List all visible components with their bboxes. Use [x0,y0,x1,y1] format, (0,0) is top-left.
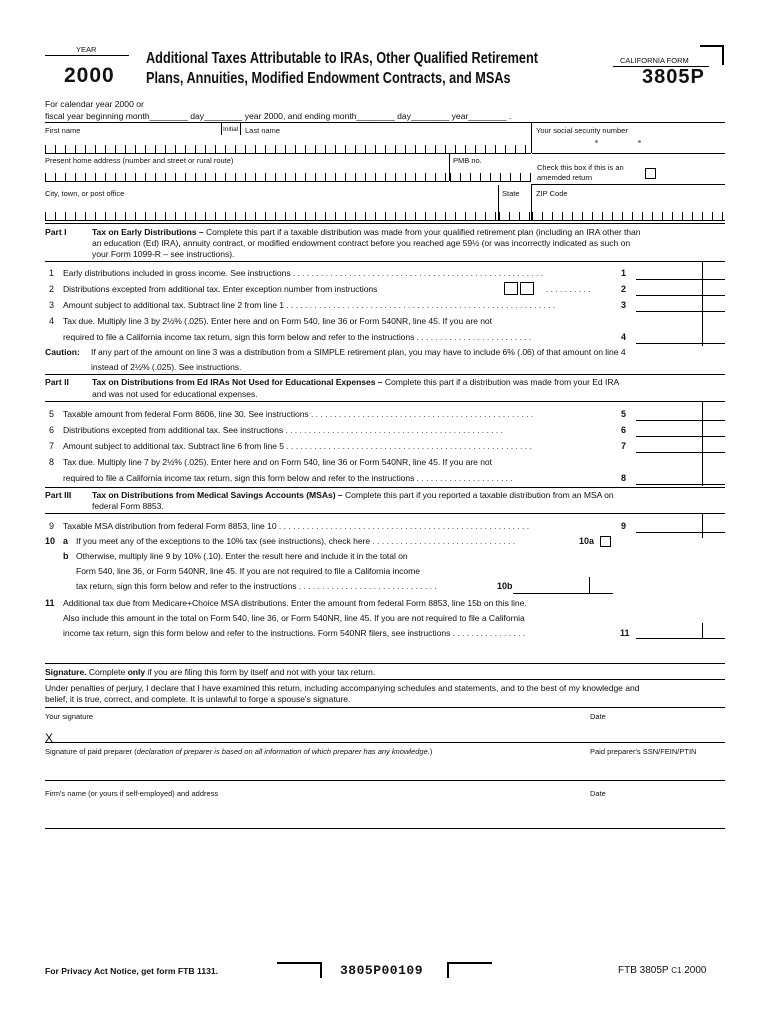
footer-mark-right [447,962,492,978]
line-4-text-b: required to file a California income tax return, sign this form below and refer to the instructions [63,332,415,342]
preparer-ssn-label: Paid preparer's SSN/FEIN/PTIN [590,747,697,756]
part2-text2: and was not used for educational expenses. [92,389,258,399]
ssn-input[interactable] [532,135,725,154]
line-10a-letter: a [63,536,69,546]
line-10a-checkbox[interactable] [600,536,611,547]
last-name-label: Last name [245,126,281,135]
zip-label: ZIP Code [536,189,568,198]
line-8-box-number: 8 [621,473,627,483]
part3-title: Tax on Distributions from Medical Savings Accounts (MSAs) – [92,490,343,500]
part2-text1: Complete this part if a distribution was made from your Ed IRA [384,377,620,387]
perjury-text-1: Under penalties of perjury, I declare that I have examined this return, including accompanying schedules and statements, and to the best of my knowledge and [45,683,640,693]
footer-mark-left [277,962,322,978]
privacy-notice: For Privacy Act Notice, get form FTB 1131. [45,966,219,976]
exception-box-2[interactable] [520,282,534,295]
line-4-amount[interactable] [636,343,725,344]
part1-text3: your Form 1099-R – see instructions). [92,249,235,259]
signature-x-mark: X [45,731,54,745]
line-2-amount[interactable] [636,295,725,296]
line-10a-box-number: 10a [579,536,595,546]
line-10b-text-2: Form 540, line 36, or Form 540NR, line 45. If you are not required to file a California income [76,566,420,576]
firm-input[interactable] [45,798,725,829]
line-11-text-c: income tax return, sign this form below and refer to the instructions. Form 540NR filers, see instructions [63,628,451,638]
line-7-number: 7 [49,441,55,451]
caution-label: Caution: [45,347,80,357]
line-2-number: 2 [49,284,55,294]
line-10-number: 10 [45,536,56,546]
line-9-box-number: 9 [621,521,627,531]
city-input[interactable] [45,212,498,221]
corner-mark [700,45,724,65]
line-7-box-number: 7 [621,441,627,451]
preparer-label: Signature of paid preparer ( [45,747,137,756]
footer-c1: C1 [671,966,682,975]
preparer-label-end: ) [429,747,433,756]
line-7-text: Amount subject to additional tax. Subtract line 6 from line 5 [63,441,284,451]
line-1-number: 1 [49,268,55,278]
part1-text2: an education (Ed) IRA), annuity contract, or modified endowment contract before you reached age 59½ (or was incorrectly indicated as such on [92,238,631,248]
line-11-box-number: 11 [620,628,630,638]
line-10b-box-number: 10b [497,581,513,591]
signature-title-only: only [127,667,146,677]
line-5-box-number: 5 [621,409,627,419]
firm-label: Firm's name (or yours if self-employed) and address [45,789,219,798]
line-1-text: Early distributions included in gross income. See instructions [63,268,291,278]
line-3-text: Amount subject to additional tax. Subtract line 2 from line 1 [63,300,284,310]
part2-label: Part II [45,377,69,387]
form-number: 3805P [642,66,705,88]
line-9-text: Taxable MSA distribution from federal Form 8853, line 10 [63,521,277,531]
your-signature-label: Your signature [45,712,94,721]
city-label: City, town, or post office [45,189,125,198]
line-6-number: 6 [49,425,55,435]
calendar-year-text: For calendar year 2000 or [45,99,144,109]
part1-text1: Complete this part if a taxable distribution was made from your qualified retirement plan (including an IRA other than [205,227,641,237]
first-name-label: First name [45,126,81,135]
caution-text-1: If any part of the amount on line 3 was a distribution from a SIMPLE retirement plan, you may have to include 6% (.06) of that amount on line 4 [91,347,626,357]
ssn-label: Your social security number [536,126,628,135]
part3-text1: Complete this part if you reported a taxable distribution from an MSA on [344,490,614,500]
line-2-text: Distributions excepted from additional tax. Enter exception number from instructions [63,284,378,294]
line-3-box-number: 3 [621,300,627,310]
line-4-box-number: 4 [621,332,627,342]
preparer-signature-input[interactable] [45,756,725,781]
line-7-amount[interactable] [636,452,725,453]
line-10b-text-1: Otherwise, multiply line 9 by 10% (.10). Enter the result here and include it in the total on [76,551,408,561]
line-3-amount[interactable] [636,311,725,312]
california-form-label: CALIFORNIA FORM [620,56,689,65]
pmb-label: PMB no. [453,156,482,165]
part3-text2: federal Form 8853. [92,501,164,511]
fiscal-year-text: fiscal year beginning month________ day________ year 2000, and ending month________ day________ year________ . [45,111,512,121]
perjury-text-2: belief, it is true, correct, and complete. It is unlawful to forge a spouse's signature. [45,694,351,704]
signature-title: Signature. [45,667,87,677]
pmb-input[interactable] [450,173,531,182]
line-2-box-number: 2 [621,284,627,294]
state-label: State [502,189,520,198]
line-9-number: 9 [49,521,55,531]
address-input[interactable] [45,173,449,182]
line-11-text-a: Additional tax due from Medicare+Choice MSA distributions. Enter the amount from federal Form 8853, line 15b on this line. [63,598,527,608]
line-4-text-a: Tax due. Multiply line 3 by 2½% (.025). Enter here and on Form 540, line 36 or Form 540NR, line 45. If you are not [63,316,492,326]
form-title-line1: Additional Taxes Attributable to IRAs, Other Qualified Retirement [146,50,538,67]
name-input[interactable] [45,145,531,154]
part2-title: Tax on Distributions from Ed IRAs Not Used for Educational Expenses – [92,377,383,387]
line-9-amount[interactable] [636,532,725,533]
part1-label: Part I [45,227,67,237]
form-year: 2000 [64,64,115,87]
line-5-number: 5 [49,409,55,419]
amended-checkbox[interactable] [645,168,656,179]
year-label: YEAR [76,45,97,54]
line-11-number: 11 [45,598,55,608]
line-8-number: 8 [49,457,55,467]
line-11-amount[interactable] [636,638,725,639]
line-11-text-b: Also include this amount in the total on Form 540, line 36, or Form 540NR, line 45. If you are not required to file a California [63,613,525,623]
footer-year: 2000 [684,965,707,976]
line-8-text-a: Tax due. Multiply line 7 by 2½% (.025). Enter here and on Form 540, line 36 or Form 540NR, line 45. If you are not [63,457,492,467]
line-8-text-b: required to file a California income tax return, sign this form below and refer to the instructions [63,473,415,483]
line-1-amount[interactable] [636,279,725,280]
caution-text-2: instead of 2½% (.025). See instructions. [91,362,242,372]
zip-input[interactable] [532,212,725,221]
exception-box-1[interactable] [504,282,518,295]
initial-label: Initial [223,126,239,133]
signature-title-rest1: Complete [88,667,126,677]
date-label-1: Date [590,712,606,721]
line-10b-text-3: tax return, sign this form below and refer to the instructions [76,581,297,591]
signature-title-rest2: if you are filing this form by itself and not with your tax return. [147,667,376,677]
address-label: Present home address (number and street or rural route) [45,156,234,165]
state-input[interactable] [499,212,531,221]
date-label-2: Date [590,789,606,798]
line-10b-letter: b [63,551,69,561]
line-5-amount[interactable] [636,420,725,421]
line-10b-amount[interactable] [513,593,613,594]
form-title-line2: Plans, Annuities, Modified Endowment Contracts, and MSAs [146,70,511,87]
line-6-text: Distributions excepted from additional tax. See instructions [63,425,284,435]
footer-form-id: FTB 3805P [618,965,669,976]
part3-label: Part III [45,490,72,500]
line-3-number: 3 [49,300,55,310]
preparer-note: declaration of preparer is based on all information of which preparer has any knowledge. [136,747,430,756]
your-signature-input[interactable] [45,720,725,743]
line-4-number: 4 [49,316,55,326]
part1-title: Tax on Early Distributions – [92,227,204,237]
line-6-amount[interactable] [636,436,725,437]
line-8-amount[interactable] [636,484,725,485]
form-code: 3805P00109 [340,963,424,978]
line-6-box-number: 6 [621,425,627,435]
line-5-text: Taxable amount from federal Form 8606, line 30. See instructions [63,409,309,419]
line-1-box-number: 1 [621,268,627,278]
line-10a-text: If you meet any of the exceptions to the 10% tax (see instructions), check here [76,536,371,546]
amended-label: Check this box if this is an amemded return [537,163,624,182]
